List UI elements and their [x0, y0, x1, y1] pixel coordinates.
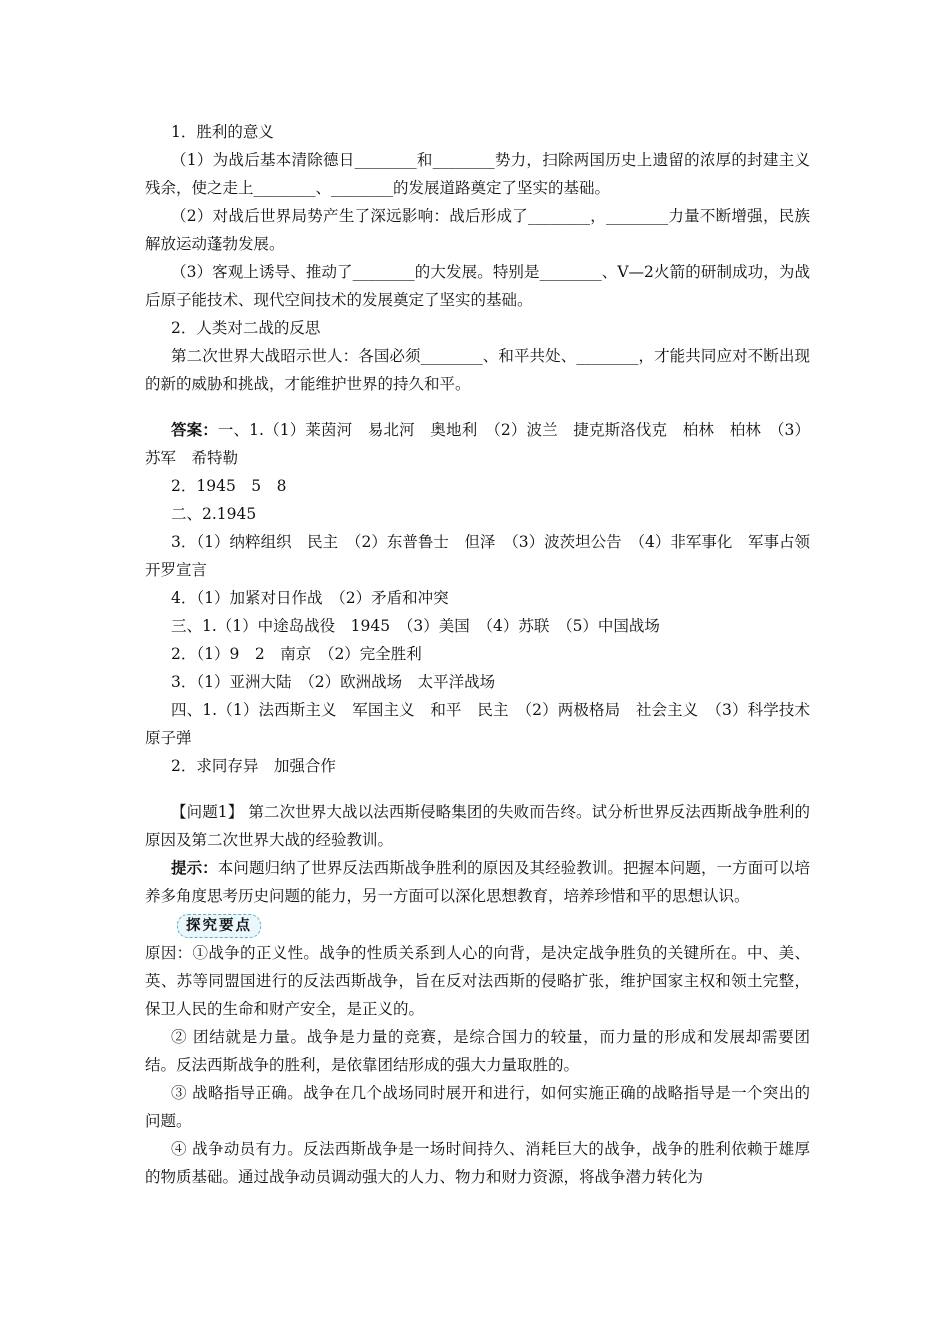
answer-line: 3．（1）纳粹组织 民主 （2）东普鲁士 但泽 （3）波茨坦公告 （4）非军事化 军事占领 开罗宣言 [145, 533, 826, 579]
answer-line: 2．（1）9 2 南京 （2）完全胜利 [171, 645, 422, 663]
reflection-heading: 2．人类对二战的反思 [171, 319, 321, 337]
question-1: 【问题1】 第二次世界大战以法西斯侵略集团的失败而告终。试分析世界反法西斯战争胜利的原因及第二次世界大战的经验教训。 [145, 803, 810, 849]
answer-line-1-text: 一、1.（1）莱茵河 易北河 奥地利 （2）波兰 捷克斯洛伐克 柏林 柏林 （3）苏军 希特勒 [145, 421, 810, 467]
answer-line: 3．（1）亚洲大陆 （2）欧洲战场 太平洋战场 [171, 673, 496, 691]
hint-paragraph [145, 854, 810, 910]
significance-item-1: （1）为战后基本清除德日________和________势力，扫除两国历史上遗留的浓厚的封建主义残余，使之走上________、________的发展道路奠定了坚实的基础。 [145, 151, 810, 197]
reflection-text: 第二次世界大战昭示世人：各国必须________、和平共处、________，才能共同应对不断出现的新的威胁和挑战，才能维护世界的持久和平。 [145, 347, 810, 393]
explore-points-badge: 探究要点 [177, 914, 261, 938]
answer-line: 2．求同存异 加强合作 [171, 757, 336, 775]
answer-line: 三、1.（1）中途岛战役 1945 （3）美国 （4）苏联 （5）中国战场 [171, 617, 660, 635]
answer-line: 二、2.1945 [171, 505, 257, 523]
hint-label: 提示： [171, 858, 218, 877]
answer-line-1 [145, 416, 810, 472]
significance-item-3: （3）客观上诱导、推动了________的大发展。特别是________、V—2火箭的研制成功，为战后原子能技术、现代空间技术的发展奠定了坚实的基础。 [145, 263, 810, 309]
reason-point-2: ② 团结就是力量。战争是力量的竞赛，是综合国力的较量，而力量的形成和发展却需要团结。反法西斯战争的胜利，是依靠团结形成的强大力量取胜的。 [145, 1028, 810, 1074]
page-content [145, 118, 826, 1191]
answer-line: 四、1.（1）法西斯主义 军国主义 和平 民主 （2）两极格局 社会主义 （3）科学技术 原子弹 [145, 701, 826, 747]
victory-significance-heading: 1．胜利的意义 [171, 123, 274, 141]
answer-line: 2．1945 5 8 [171, 477, 287, 495]
answer-label: 答案： [171, 420, 218, 439]
reason-point-3: ③ 战略指导正确。战争在几个战场同时展开和进行，如何实施正确的战略指导是一个突出的问题。 [145, 1084, 810, 1130]
significance-item-2: （2）对战后世界局势产生了深远影响：战后形成了________，________力量不断增强，民族解放运动蓬勃发展。 [145, 207, 810, 253]
answer-line: 4．（1）加紧对日作战 （2）矛盾和冲突 [171, 589, 449, 607]
explore-badge-row [145, 910, 810, 939]
hint-text: 本问题归纳了世界反法西斯战争胜利的原因及其经验教训。把握本问题，一方面可以培养多角度思考历史问题的能力，另一方面可以深化思想教育，培养珍惜和平的思想认识。 [145, 859, 810, 905]
reason-intro: 原因：①战争的正义性。战争的性质关系到人心的向背，是决定战争胜负的关键所在。中、美、英、苏等同盟国进行的反法西斯战争，旨在反对法西斯的侵略扩张，维护国家主权和领土完整，保卫人民的生命和财产安全，是正义的。 [145, 944, 810, 1018]
reason-point-4: ④ 战争动员有力。反法西斯战争是一场时间持久、消耗巨大的战争，战争的胜利依赖于雄厚的物质基础。通过战争动员调动强大的人力、物力和财力资源，将战争潜力转化为 [145, 1140, 810, 1186]
